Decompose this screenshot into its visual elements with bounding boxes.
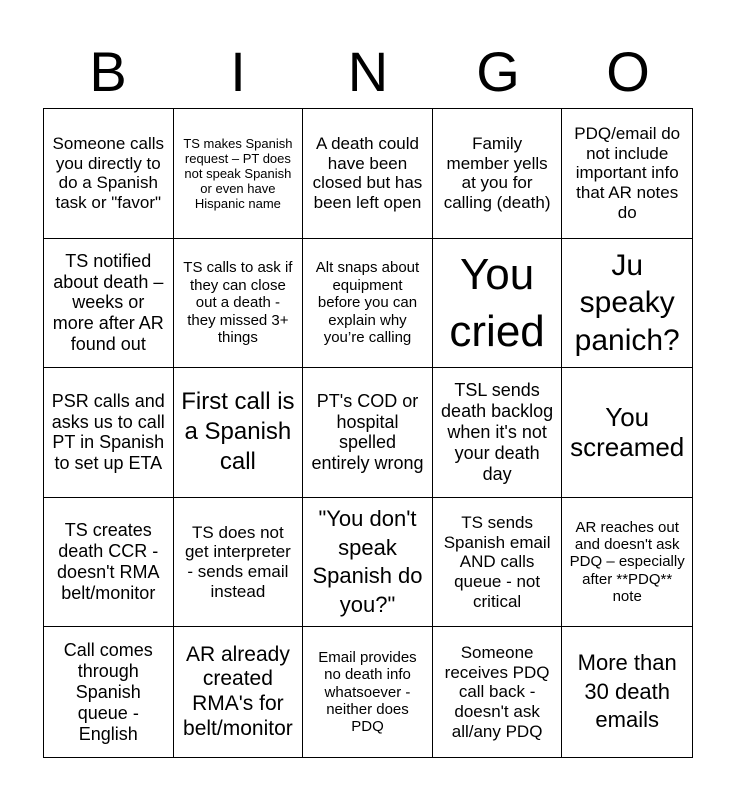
bingo-cell[interactable]: TSL sends death backlog when it's not your death day — [433, 368, 563, 498]
header-letter-o: O — [606, 40, 650, 103]
bingo-cell[interactable]: TS notified about death – weeks or more after AR found out — [44, 239, 174, 369]
header-letter-n: N — [347, 40, 389, 103]
bingo-cell[interactable]: AR reaches out and doesn't ask PDQ – especially after **PDQ** note — [562, 498, 692, 628]
bingo-cell[interactable]: TS creates death CCR - doesn't RMA belt/monitor — [44, 498, 174, 628]
bingo-cell[interactable]: TS does not get interpreter - sends email instead — [174, 498, 304, 628]
bingo-cell[interactable]: Email provides no death info whatsoever - neither does PDQ — [303, 627, 433, 757]
bingo-cell[interactable]: Call comes through Spanish queue - English — [44, 627, 174, 757]
bingo-cell[interactable]: Alt snaps about equipment before you can explain why you’re calling — [303, 239, 433, 369]
bingo-cell[interactable]: You cried — [433, 239, 563, 369]
bingo-cell[interactable]: PDQ/email do not include important info that AR notes do — [562, 109, 692, 239]
bingo-cell[interactable]: Family member yells at you for calling (death) — [433, 109, 563, 239]
bingo-cell[interactable]: TS calls to ask if they can close out a death - they missed 3+ things — [174, 239, 304, 369]
bingo-cell[interactable]: TS makes Spanish request – PT does not speak Spanish or even have Hispanic name — [174, 109, 304, 239]
bingo-cell[interactable]: Someone calls you directly to do a Spanish task or "favor" — [44, 109, 174, 239]
bingo-cell[interactable]: More than 30 death emails — [577, 650, 677, 733]
bingo-cell[interactable]: A death could have been closed but has been left open — [303, 109, 433, 239]
bingo-cell[interactable]: TS sends Spanish email AND calls queue - not critical — [433, 498, 563, 628]
bingo-cell[interactable]: PT's COD or hospital spelled entirely wrong — [303, 368, 433, 498]
bingo-header — [43, 40, 693, 104]
bingo-cell[interactable]: Ju speaky panich? — [562, 239, 692, 369]
bingo-cell[interactable]: You screamed — [562, 368, 692, 498]
bingo-cell[interactable]: Someone receives PDQ call back - doesn't ask all/any PDQ — [433, 627, 563, 757]
bingo-board — [43, 108, 693, 758]
bingo-cell[interactable]: First call is a Spanish call — [174, 368, 304, 498]
bingo-cell[interactable]: "You don't speak Spanish do you?" — [303, 498, 433, 628]
bingo-cell[interactable]: AR already created RMA's for belt/monitor — [174, 627, 304, 757]
header-letter-g: G — [476, 40, 520, 103]
bingo-cell[interactable]: PSR calls and asks us to call PT in Spanish to set up ETA — [44, 368, 174, 498]
header-letter-b: B — [89, 40, 127, 103]
header-letter-i: I — [230, 40, 246, 103]
